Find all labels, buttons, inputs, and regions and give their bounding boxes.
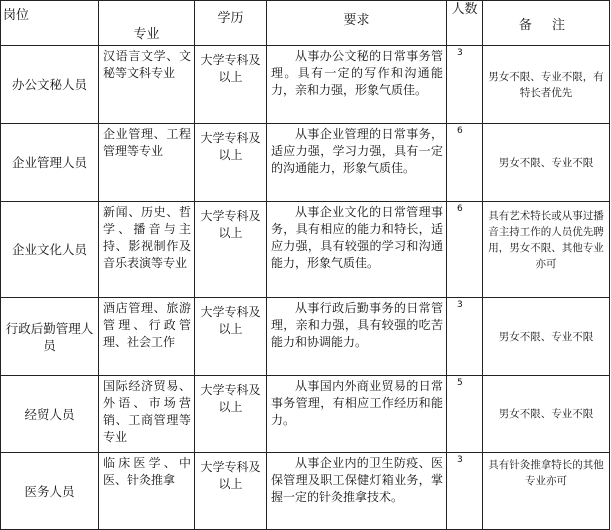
cell-major: 临床医学、中医、针灸推拿 bbox=[99, 453, 195, 530]
cell-position: 经贸人员 bbox=[1, 376, 99, 453]
table-row bbox=[1, 453, 610, 530]
header-count: 人数 bbox=[447, 1, 483, 46]
cell-requirements: 从事行政后勤事务的日常管理，亲和力强，具有较强的吃苦能力和协调能力。 bbox=[267, 298, 447, 376]
cell-position: 企业文化人员 bbox=[1, 202, 99, 298]
cell-requirements: 从事办公文秘的日常事务管理。具有一定的写作和沟通能力，亲和力强，形象气质佳。 bbox=[267, 46, 447, 124]
cell-position: 企业管理人员 bbox=[1, 124, 99, 202]
header-education: 学历 bbox=[195, 1, 267, 46]
header-major: 专业 bbox=[99, 1, 195, 46]
header-notes: 备 注 bbox=[483, 1, 610, 46]
cell-notes: 男女不限、专业不限 bbox=[483, 124, 610, 202]
cell-position: 办公文秘人员 bbox=[1, 46, 99, 124]
cell-notes: 具有针灸推拿特长的其他专业亦可 bbox=[483, 453, 610, 530]
header-requirements: 要求 bbox=[267, 1, 447, 46]
cell-requirements: 从事企业管理的日常事务，适应力强，学习力强，具有一定的沟通能力，形象气质佳。 bbox=[267, 124, 447, 202]
cell-requirements: 从事企业文化的日常管理事务，具有相应的能力和特长，适应力强，具有较强的学习和沟通能力，形象气质佳。 bbox=[267, 202, 447, 298]
table-row bbox=[1, 202, 610, 298]
cell-education: 大学专科及以上 bbox=[195, 202, 267, 298]
cell-education: 大学专科及以上 bbox=[195, 453, 267, 530]
header-position: 岗位 bbox=[1, 1, 99, 46]
cell-notes: 男女不限、专业不限 bbox=[483, 376, 610, 453]
cell-notes: 男女不限、专业不限 bbox=[483, 298, 610, 376]
cell-major: 新闻、历史、哲学、播音与主持、影视制作及音乐表演等专业 bbox=[99, 202, 195, 298]
cell-requirements: 从事企业内的卫生防疫、医保管理及职工保健灯箱业务，掌握一定的针灸推拿技术。 bbox=[267, 453, 447, 530]
cell-position: 行政后勤管理人员 bbox=[1, 298, 99, 376]
cell-position: 医务人员 bbox=[1, 453, 99, 530]
table-row bbox=[1, 124, 610, 202]
cell-count: 6 bbox=[447, 124, 483, 202]
cell-count: 5 bbox=[447, 376, 483, 453]
cell-count: 3 bbox=[447, 298, 483, 376]
cell-major: 企业管理、工程管理等专业 bbox=[99, 124, 195, 202]
cell-major: 酒店管理、旅游管理、行政管理、社会工作 bbox=[99, 298, 195, 376]
table-row bbox=[1, 376, 610, 453]
cell-major: 国际经济贸易、外语、市场营销、工商管理等专业 bbox=[99, 376, 195, 453]
cell-count: 3 bbox=[447, 46, 483, 124]
cell-count: 3 bbox=[447, 453, 483, 530]
table-row bbox=[1, 46, 610, 124]
cell-notes: 具有艺术特长或从事过播音主持工作的人员优先聘用，男女不限、其他专业亦可 bbox=[483, 202, 610, 298]
cell-education: 大学专科及以上 bbox=[195, 376, 267, 453]
cell-education: 大学专科及以上 bbox=[195, 124, 267, 202]
header-row bbox=[1, 1, 610, 46]
cell-requirements: 从事国内外商业贸易的日常事务管理，有相应工作经历和能力。 bbox=[267, 376, 447, 453]
cell-major: 汉语言文学、文秘等文科专业 bbox=[99, 46, 195, 124]
cell-notes: 男女不限、专业不限，有特长者优先 bbox=[483, 46, 610, 124]
cell-count: 6 bbox=[447, 202, 483, 298]
cell-education: 大学专科及以上 bbox=[195, 46, 267, 124]
cell-education: 大学专科及以上 bbox=[195, 298, 267, 376]
table-row bbox=[1, 298, 610, 376]
